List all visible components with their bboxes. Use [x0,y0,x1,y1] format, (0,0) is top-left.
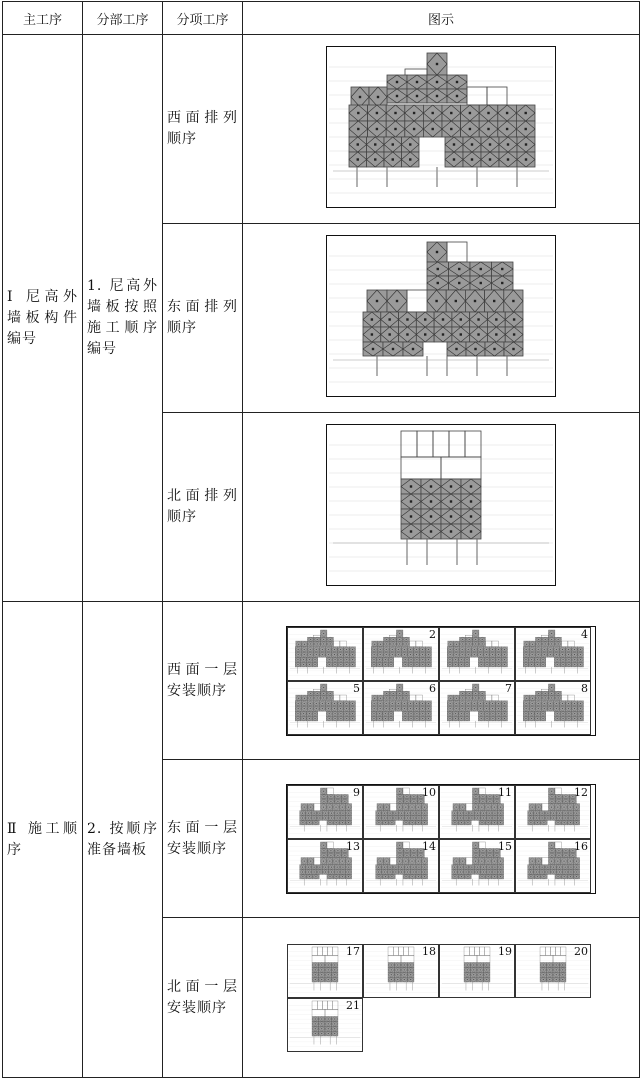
header-item: 分项工序 [163,2,243,35]
step-number: 14 [422,839,436,853]
step-number: 7 [505,681,512,695]
section1-item-east: 东面排列顺序 [167,299,238,336]
section1-part-cell [83,35,163,602]
step-number: 11 [498,785,512,799]
step-cell [439,785,515,839]
figure-east-install [243,760,640,918]
header-row [3,2,640,35]
step-number: 16 [574,839,588,853]
section1-item-north-cell [163,413,243,602]
step-number: 5 [353,681,360,695]
step-number: 8 [581,681,588,695]
step-number: 12 [574,785,588,799]
step-number: 20 [574,944,588,958]
section2-item-east-cell [163,760,243,918]
step-cell [287,839,363,893]
step-number: 2 [429,627,436,641]
step-cell [287,944,363,998]
section1-item-west: 西面排列顺序 [167,110,238,147]
step-number: 15 [498,839,512,853]
step-cell [363,785,439,839]
step-cell [363,839,439,893]
step-cell [287,998,363,1052]
step-cell [515,944,591,998]
east-install-grid [286,784,596,894]
step-number: 19 [498,944,512,958]
north-install-grid [287,944,595,1052]
step-cell [439,681,515,735]
section1-item-east-cell [163,224,243,413]
step-cell [439,944,515,998]
figure-west-install [243,602,640,760]
step-number: 13 [346,839,360,853]
step-cell [439,627,515,681]
section1-item-north: 北面排列顺序 [167,488,238,525]
step-number: 10 [422,785,436,799]
step-number: 17 [346,944,360,958]
section1-part: 1. 尼高外墙板按照施工顺序编号 [87,278,158,357]
section2-item-west: 西面一层安装顺序 [167,661,238,699]
figure-north-layout [243,413,640,602]
elevation-west [326,46,556,208]
section2-item-north: 北面一层安装顺序 [167,978,238,1016]
step-cell [439,839,515,893]
step-cell [287,681,363,735]
step-cell [287,785,363,839]
section2-item-east: 东面一层安装顺序 [167,819,238,857]
west-install-grid [286,626,596,736]
step-cell [515,627,591,681]
section2-main: Ⅱ 施工顺序 [7,820,78,858]
section2-item-west-cell [163,602,243,760]
figure-west-layout [243,35,640,224]
header-main: 主工序 [3,2,83,35]
elevation-north [326,424,556,586]
section1-main-cell [3,35,83,602]
step-cell [515,839,591,893]
step-number: 9 [353,785,360,799]
row-west-layout [3,35,640,224]
step-cell [363,944,439,998]
step-cell [287,627,363,681]
section1-item-west-cell [163,35,243,224]
step-number: 21 [346,998,360,1012]
section2-item-north-cell [163,918,243,1078]
step-number: 4 [581,627,588,641]
step-number: 18 [422,944,436,958]
header-part: 分部工序 [83,2,163,35]
elevation-east [326,235,556,397]
figure-east-layout [243,224,640,413]
construction-table [2,1,640,1078]
step-cell [515,785,591,839]
figure-north-install [243,918,640,1078]
section1-main: Ⅰ 尼高外墙板构件编号 [7,288,78,347]
step-cell [363,681,439,735]
header-figure: 图示 [243,2,640,35]
section2-part: 2. 按顺序准备墙板 [87,820,158,858]
section2-main-cell [3,602,83,1078]
step-cell [515,681,591,735]
section2-part-cell [83,602,163,1078]
step-cell [363,627,439,681]
row-west-install [3,602,640,760]
step-number: 6 [429,681,436,695]
